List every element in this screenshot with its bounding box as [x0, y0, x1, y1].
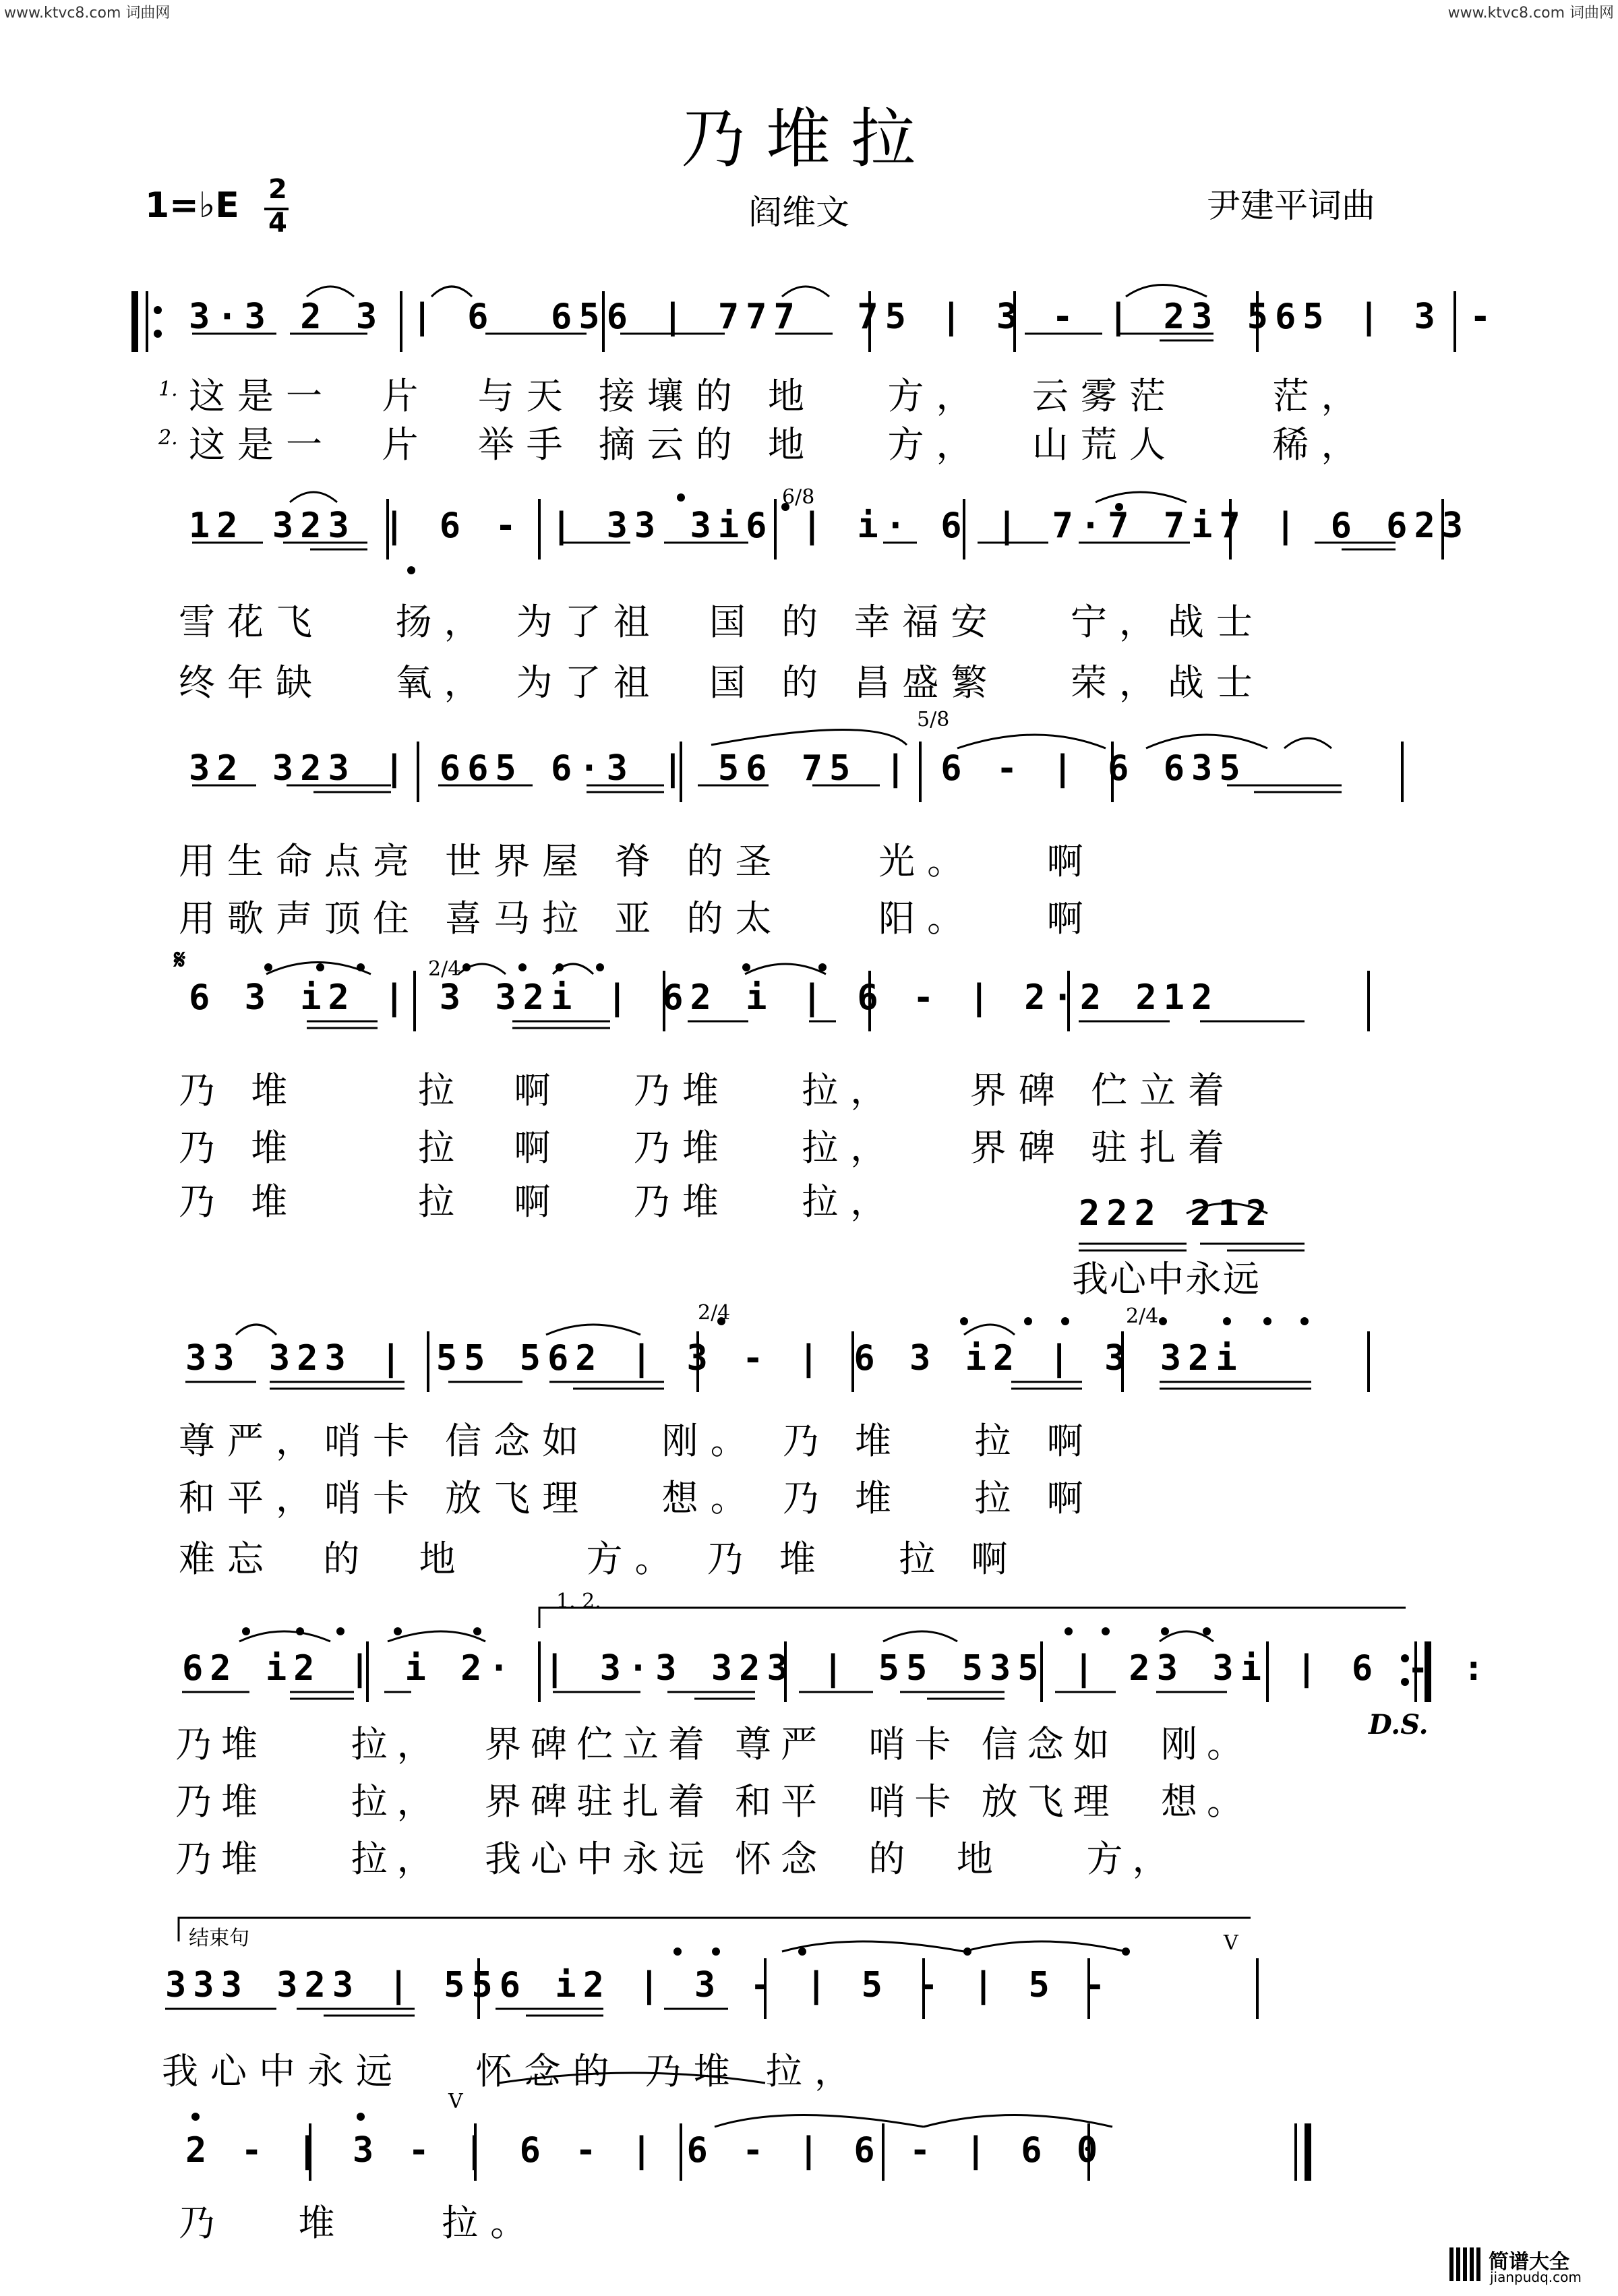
lyrics-row-8: 乃 堆 拉。 — [179, 2202, 539, 2244]
breath-mark-2: V — [448, 2090, 463, 2113]
lyrics-row-5-v3: 难忘 的 地 方。 乃 堆 拉 啊 — [179, 1538, 1020, 1580]
verse-label-2: 2. — [158, 426, 178, 450]
piano-keys-icon — [1449, 2247, 1483, 2281]
time-sig-den: 4 — [268, 208, 287, 239]
time-sig-num: 2 — [268, 174, 287, 205]
lyrics-row-4-v1: 乃 堆 拉 啊 乃堆 拉， 界碑 伫立着 — [179, 1069, 1236, 1112]
lyricist: 阎维文 — [748, 193, 849, 232]
lyrics-row-5-v2: 和平，哨卡 放飞理 想。 乃 堆 拉 啊 — [179, 1477, 1096, 1519]
meter-change-4: 2/4 — [698, 1301, 731, 1325]
lyrics-row-4-v3: 乃 堆 拉 啊 乃堆 拉， — [179, 1180, 899, 1223]
notes-row-5: 33 323 | 55 562 | 3 - | 6 3 i2 | 3 32i — [185, 1338, 1244, 1379]
meter-change-5: 2/4 — [1126, 1304, 1159, 1328]
lyrics-row-4-alt: 我心中永远 — [1072, 1258, 1261, 1300]
notes-row-1: 3·3 2 3 | 6 656 | 777 75 | 3 - | 23 565 | 3 - — [189, 297, 1498, 337]
verse-label-1: 1. — [158, 377, 178, 401]
lyrics-row-2-v1: 雪花飞 扬， 为了祖 国 的 幸福安 宁，战士 — [179, 601, 1265, 643]
logo-url: jianpudq.com — [1490, 2269, 1582, 2285]
lyrics-row-7: 我心中永远 怀念的 乃堆 拉， — [162, 2050, 863, 2092]
notes-row-3: 32 323 | 665 6·3 | 56 75 | 6 - | 6 635 — [189, 748, 1247, 789]
lyrics-row-5-v1: 尊严，哨卡 信念如 刚。 乃 堆 拉 啊 — [179, 1420, 1096, 1462]
watermark-right: www.ktvc8.com 词曲网 — [1447, 5, 1614, 22]
notes-row-4: 6 3 i2 | 3 32i | 62 i | 6 - | 2·2 212 — [189, 977, 1220, 1018]
lyrics-row-3-v2: 用歌声顶住 喜马拉 亚 的太 阳。 啊 — [179, 897, 1096, 940]
lyrics-row-6-v2: 乃堆 拉， 界碑驻扎着 和平 哨卡 放飞理 想。 — [175, 1780, 1253, 1823]
segno-mark: 𝄋 — [174, 944, 186, 975]
lyrics-row-6-v3: 乃堆 拉， 我心中永远 怀念 的 地 方， — [175, 1838, 1178, 1880]
key-signature: 1=♭E — [145, 185, 239, 226]
song-title: 乃堆拉 — [681, 101, 936, 177]
breath-mark-1: V — [1224, 1931, 1238, 1955]
meter-change-1: 6/8 — [782, 485, 815, 509]
lyrics-row-1-v2: 这是一 片 举手 摘云的 地 方， 山荒人 稀， — [189, 423, 1370, 466]
meter-change-2: 5/8 — [917, 708, 950, 731]
notes-row-8: 2 - | 3 - | 6 - | 6 - | 6 - | 6 0 — [185, 2130, 1105, 2171]
site-logo — [1449, 2245, 1611, 2285]
composer: 尹建平词曲 — [1207, 186, 1375, 225]
logo-name: 简谱大全 — [1489, 2250, 1569, 2274]
lyrics-row-2-v2: 终年缺 氧， 为了祖 国 的 昌盛繁 荣，战士 — [179, 661, 1265, 704]
notes-row-2: 12 323 | 6 - | 33 3i6 | i· 6 | 7·7 7i7 | 6 623 — [189, 506, 1470, 546]
lyrics-row-3-v1: 用生命点亮 世界屋 脊 的圣 光。 啊 — [179, 840, 1096, 882]
lyrics-row-4-v2: 乃 堆 拉 啊 乃堆 拉， 界碑 驻扎着 — [179, 1126, 1236, 1169]
ds-mark: D.S. — [1369, 1709, 1429, 1741]
notes-row-6: 62 i2 | i 2· | 3·3 323 | 55 535 | 23 3i | 6 - : — [182, 1648, 1491, 1689]
barlines — [135, 291, 1455, 2181]
watermark-left: www.ktvc8.com 词曲网 — [4, 5, 171, 22]
notes-row-7: 333 323 | 556 i2 | 3 - | 5 - | 5 - — [165, 1965, 1112, 2005]
ending-label: 结束句 — [189, 1927, 249, 1950]
lyrics-row-6-v1: 乃堆 拉， 界碑伫立着 尊严 哨卡 信念如 刚。 — [175, 1723, 1253, 1765]
lyrics-row-1-v1: 这是一 片 与天 接壤的 地 方， 云雾茫 茫， — [189, 375, 1370, 417]
meter-change-3: 2/4 — [428, 957, 461, 981]
notes-row-4-alt: 222 212 — [1079, 1193, 1274, 1234]
volta-label: 1. 2. — [556, 1590, 601, 1613]
